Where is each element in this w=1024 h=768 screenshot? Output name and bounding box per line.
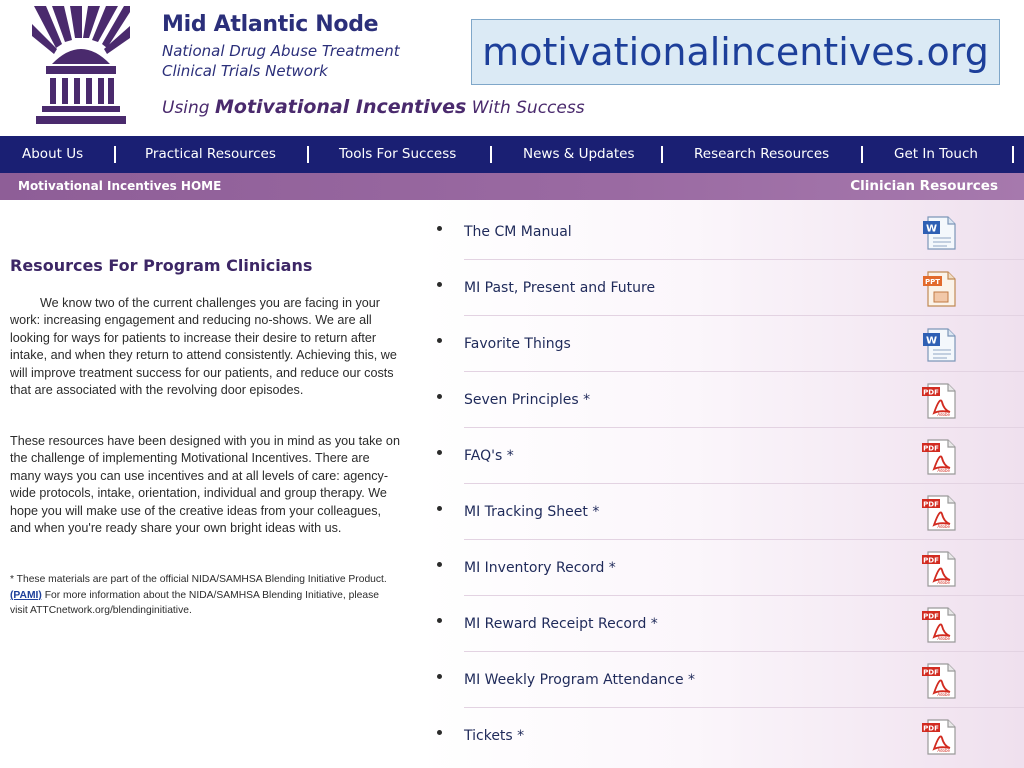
site-tagline: [162, 96, 585, 118]
resource-link[interactable]: MI Past, Present and Future: [464, 280, 656, 296]
svg-text:Adobe: Adobe: [937, 580, 950, 585]
home-link[interactable]: Motivational Incentives HOME: [18, 179, 222, 193]
nav-divider: [114, 146, 116, 163]
resource-link[interactable]: The CM Manual: [464, 224, 572, 240]
pdf-icon[interactable]: [920, 606, 960, 644]
list-item[interactable]: [420, 204, 1024, 260]
pdf-icon[interactable]: [920, 718, 960, 756]
website-url-banner: [471, 19, 1000, 85]
tagline-suffix: With Success: [466, 98, 585, 118]
list-item[interactable]: [420, 316, 1024, 372]
resource-link[interactable]: Seven Principles *: [464, 392, 591, 408]
word-doc-icon[interactable]: [920, 326, 960, 364]
svg-text:PDF: PDF: [923, 612, 939, 621]
resource-link[interactable]: MI Weekly Program Attendance *: [464, 672, 696, 688]
svg-text:PPT: PPT: [924, 278, 941, 286]
bullet: [437, 394, 442, 399]
bullet: [437, 562, 442, 567]
resource-link[interactable]: MI Reward Receipt Record *: [464, 616, 658, 632]
nav-item-research-resources[interactable]: Research Resources: [694, 146, 830, 162]
svg-text:PDF: PDF: [923, 556, 939, 565]
pdf-icon[interactable]: [920, 550, 960, 588]
nav-divider: [490, 146, 492, 163]
intro-paragraph-2: These resources have been designed with you in mind as you take on the challenge of implementing Motivational Incentives. There are many ways you can use incentives and at all levels of care: agency-wide protocols, intake, orientation, individual and group therapy. We hope you will make use of the creative ideas from your colleagues, and when you're ready share your own bright ideas with us.: [10, 434, 400, 536]
resource-list: [420, 200, 1024, 768]
pdf-icon[interactable]: [920, 662, 960, 700]
resource-link[interactable]: MI Tracking Sheet *: [464, 504, 600, 520]
resource-link[interactable]: Favorite Things: [464, 336, 571, 352]
brand-subtitle-2: Clinical Trials Network: [162, 62, 328, 80]
resource-link[interactable]: MI Inventory Record *: [464, 560, 616, 576]
list-item[interactable]: [420, 596, 1024, 652]
pdf-icon[interactable]: [920, 382, 960, 420]
intro-paragraph-1: We know two of the current challenges you are facing in your work: increasing engagement and reducing no-shows. We are all looking for ways for patients to increase their desire to return after intake, and when they return to attend consistently. Achieving this, we will improve treatment success for our patients, and reduce our costs that are associated with the revolving door episodes.: [10, 296, 397, 398]
brand-subtitle: National Drug Abuse Treatment: [162, 42, 400, 60]
svg-text:PDF: PDF: [923, 724, 939, 733]
pdf-icon[interactable]: [920, 438, 960, 476]
brand-title: Mid Atlantic Node: [162, 12, 379, 37]
word-doc-icon[interactable]: [920, 214, 960, 252]
nav-item-practical-resources[interactable]: Practical Resources: [145, 146, 276, 162]
bullet: [437, 730, 442, 735]
svg-text:Adobe: Adobe: [937, 636, 950, 641]
logo-icon[interactable]: [32, 4, 130, 126]
svg-text:PDF: PDF: [923, 668, 939, 677]
list-item[interactable]: [420, 484, 1024, 540]
pami-link[interactable]: (PAMI): [10, 589, 42, 601]
svg-text:Adobe: Adobe: [937, 412, 950, 417]
nav-item-tools-for-success[interactable]: Tools For Success: [339, 146, 457, 162]
svg-text:PDF: PDF: [923, 500, 939, 509]
website-url: motivationalincentives.org: [482, 30, 989, 74]
intro-column: [0, 200, 420, 768]
list-item[interactable]: [420, 372, 1024, 428]
nav-divider: [307, 146, 309, 163]
bullet: [437, 338, 442, 343]
svg-text:Adobe: Adobe: [937, 692, 950, 697]
page-title: Resources For Program Clinicians: [10, 256, 313, 275]
breadcrumb-bar: [0, 173, 1024, 200]
svg-text:Adobe: Adobe: [937, 524, 950, 529]
footnote-text: * These materials are part of the official NIDA/SAMHSA Blending Initiative Product.: [10, 574, 387, 585]
resource-link[interactable]: Tickets *: [464, 728, 525, 744]
bullet: [437, 674, 442, 679]
nav-divider: [861, 146, 863, 163]
list-item[interactable]: [420, 428, 1024, 484]
nav-item-about-us[interactable]: About Us: [22, 146, 84, 162]
site-header: [0, 0, 1024, 136]
pdf-icon[interactable]: [920, 494, 960, 532]
list-item[interactable]: [420, 652, 1024, 708]
bullet: [437, 450, 442, 455]
resource-link[interactable]: FAQ's *: [464, 448, 514, 464]
svg-text:Adobe: Adobe: [937, 468, 950, 473]
tagline-prefix: Using: [162, 98, 215, 118]
bullet: [437, 226, 442, 231]
bullet: [437, 618, 442, 623]
svg-text:Adobe: Adobe: [937, 748, 950, 753]
list-item[interactable]: [420, 708, 1024, 764]
bullet: [437, 506, 442, 511]
svg-text:W: W: [925, 223, 938, 235]
svg-text:W: W: [925, 335, 938, 347]
nav-item-get-in-touch[interactable]: Get In Touch: [894, 146, 978, 162]
nav-divider: [1012, 146, 1014, 163]
footnote-text-2: For more information about the NIDA/SAMHSA Blending Initiative, please visit ATTCnetwork.org/blendinginitiative.: [10, 589, 379, 617]
svg-text:PDF: PDF: [923, 388, 939, 397]
tagline-emphasis: Motivational Incentives: [215, 96, 467, 118]
list-item[interactable]: [420, 540, 1024, 596]
powerpoint-icon[interactable]: [920, 270, 960, 308]
nav-item-news-updates[interactable]: News & Updates: [523, 146, 635, 162]
section-title-clinician-resources: Clinician Resources: [850, 178, 998, 194]
main-nav: [0, 136, 1024, 173]
nav-divider: [661, 146, 663, 163]
list-item[interactable]: [420, 260, 1024, 316]
bullet: [437, 282, 442, 287]
svg-text:PDF: PDF: [923, 444, 939, 453]
footnote: [10, 572, 390, 619]
